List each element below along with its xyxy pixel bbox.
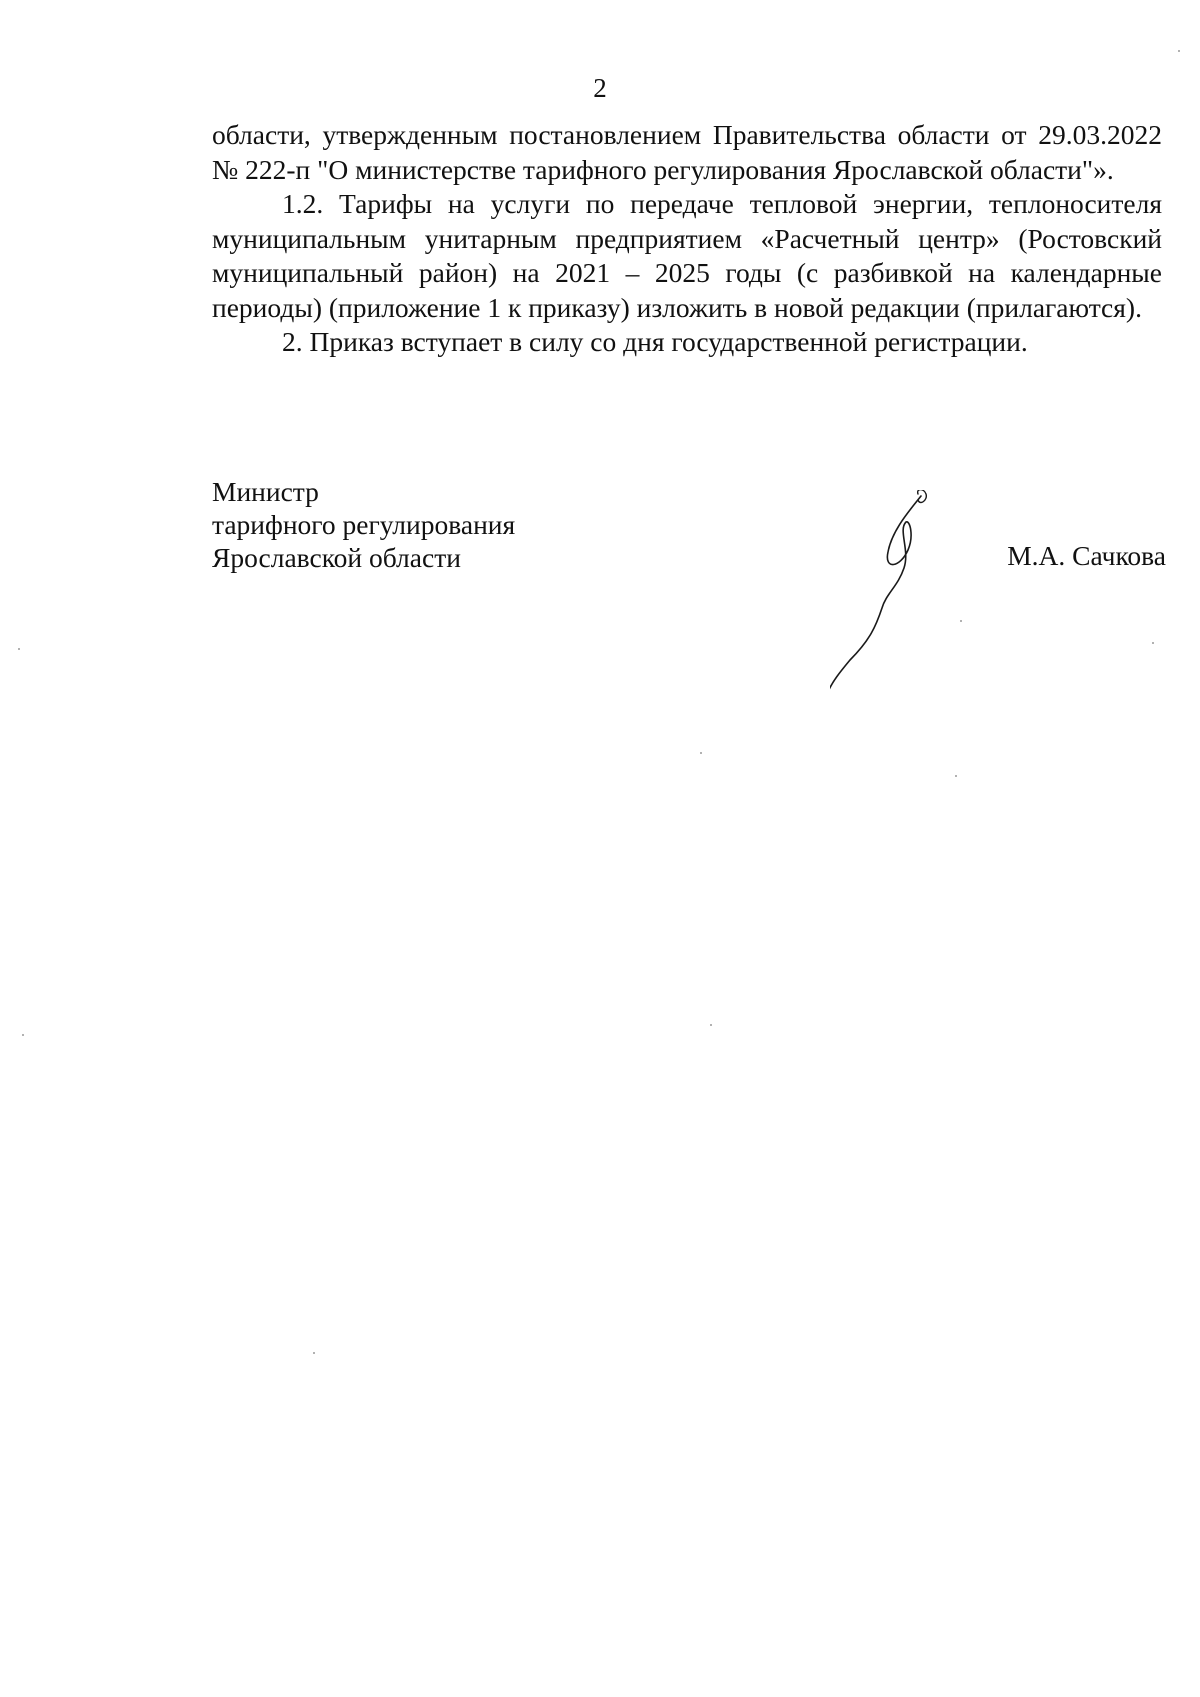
scan-speck (700, 752, 702, 754)
signatory-title-line-2: тарифного регулирования (212, 509, 516, 540)
scan-speck (955, 775, 957, 777)
scan-speck (1178, 50, 1180, 52)
signature-stroke (830, 496, 921, 690)
handwritten-signature (830, 490, 960, 690)
document-body (212, 118, 1162, 360)
paragraph-item-2: 2. Приказ вступает в силу со дня государственной регистрации. (282, 326, 1028, 357)
signatory-title-line-1: Министр (212, 476, 319, 507)
signature-flourish (918, 490, 927, 502)
scan-speck (960, 620, 962, 622)
scan-speck (710, 1024, 712, 1026)
scan-speck (18, 648, 20, 650)
signer-name: М.А. Сачкова (1007, 540, 1166, 571)
scan-speck (22, 1034, 24, 1036)
paragraph-continuation: области, утвержденным постановлением Правительства области от 29.03.2022 № 222-п "О министерстве тарифного регулирования Ярославской области"». (212, 119, 1162, 185)
scan-speck (1152, 642, 1154, 644)
page-number: 2 (593, 73, 607, 103)
paragraph-item-1-2: 1.2. Тарифы на услуги по передаче тепловой энергии, теплоносителя муниципальным унитарным предприятием «Расчетный центр» (Ростовский муниципальный район) на 2021 – 2025 годы (с разбивкой на календарные периоды) (приложение 1 к приказу) изложить в новой редакции (прилагаются). (212, 188, 1162, 323)
signatory-title-line-3: Ярославской области (212, 542, 461, 573)
scan-speck (313, 1352, 315, 1354)
